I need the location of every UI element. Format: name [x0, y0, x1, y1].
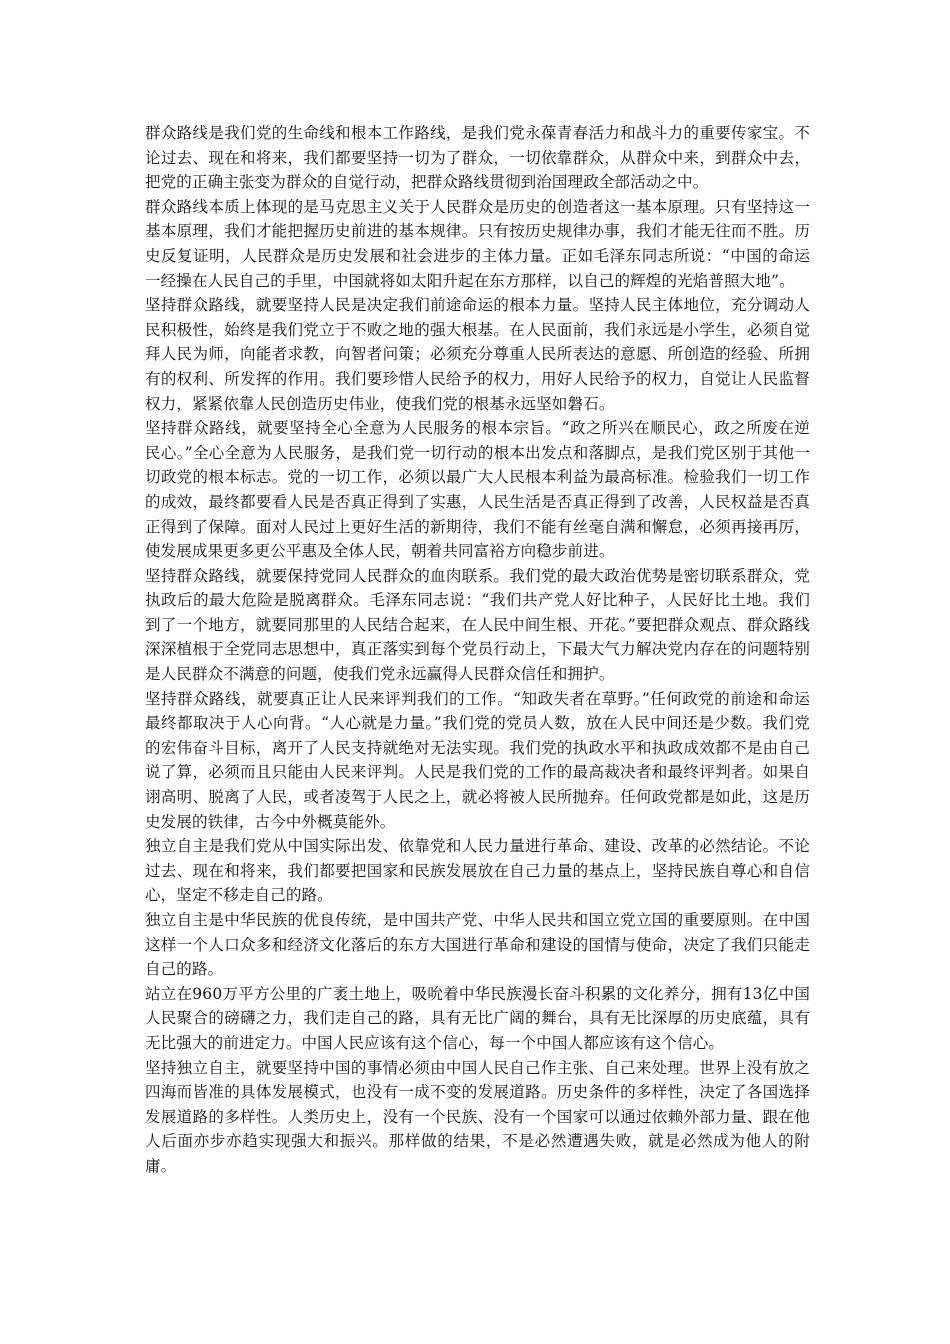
paragraph-1: 群众路线是我们党的生命线和根本工作路线，是我们党永葆青春活力和战斗力的重要传家宝。不论过去、现在和将来，我们都要坚持一切为了群众，一切依靠群众，从群众中来，到群众中去，把党的正确主张变为群众的自觉行动，把群众路线贯彻到治国理政全部活动之中。 [145, 124, 810, 192]
paragraph-10: 坚持独立自主，就要坚持中国的事情必须由中国人民自己作主张、自己来处理。世界上没有放之四海而皆准的具体发展模式，也没有一成不变的发展道路。历史条件的多样性，决定了各国选择发展道路的多样性。人类历史上，没有一个民族、没有一个国家可以通过依赖外部力量、跟在他人后面亦步亦趋实现强大和振兴。那样做的结果，不是必然遭遇失败，就是必然成为他人的附庸。 [145, 1058, 810, 1175]
paragraph-6: 坚持群众路线，就要真正让人民来评判我们的工作。“知政失者在草野。”任何政党的前途和命运最终都取决于人心向背。“人心就是力量。”我们党的党员人数，放在人民中间还是少数。我们党的宏伟奋斗目标，离开了人民支持就绝对无法实现。我们党的执政水平和执政成效都不是由自己说了算，必须而且只能由人民来评判。人民是我们党的工作的最高裁决者和最终评判者。如果自诩高明、脱离了人民，或者凌驾于人民之上，就必将被人民所抛弃。任何政党都是如此，这是历史发展的铁律，古今中外概莫能外。 [145, 689, 810, 831]
paragraph-5: 坚持群众路线，就要保持党同人民群众的血肉联系。我们党的最大政治优势是密切联系群众，党执政后的最大危险是脱离群众。毛泽东同志说：“我们共产党人好比种子，人民好比土地。我们到了一个地方，就要同那里的人民结合起来，在人民中间生根、开花。”要把群众观点、群众路线深深植根于全党同志思想中，真正落实到每个党员行动上，下最大气力解决党内存在的问题特别是人民群众不满意的问题，使我们党永远赢得人民群众信任和拥护。 [145, 566, 810, 684]
paragraph-4: 坚持群众路线，就要坚持全心全意为人民服务的根本宗旨。“政之所兴在顺民心，政之所废在逆民心。”全心全意为人民服务，是我们党一切行动的根本出发点和落脚点，是我们党区别于其他一切政党的根本标志。党的一切工作，必须以最广大人民根本利益为最高标准。检验我们一切工作的成效，最终都要看人民是否真正得到了实惠，人民生活是否真正得到了改善，人民权益是否真正得到了保障。面对人民过上更好生活的新期待，我们不能有丝毫自满和懈怠，必须再接再厉，使发展成果更多更公平惠及全体人民，朝着共同富裕方向稳步前进。 [145, 419, 810, 561]
document-body [145, 121, 810, 1179]
paragraph-3: 坚持群众路线，就要坚持人民是决定我们前途命运的根本力量。坚持人民主体地位，充分调动人民积极性，始终是我们党立于不败之地的强大根基。在人民面前，我们永远是小学生，必须自觉拜人民为师，向能者求教，向智者问策；必须充分尊重人民所表达的意愿、所创造的经验、所拥有的权利、所发挥的作用。我们要珍惜人民给予的权力，用好人民给予的权力，自觉让人民监督权力，紧紧依靠人民创造历史伟业，使我们党的根基永远坚如磐石。 [145, 296, 810, 413]
paragraph-9: 站立在960万平方公里的广袤土地上，吸吮着中华民族漫长奋斗积累的文化养分，拥有13亿中国人民聚合的磅礴之力，我们走自己的路，具有无比广阔的舞台，具有无比深厚的历史底蕴，具有无比强大的前进定力。中国人民应该有这个信心，每一个中国人都应该有这个信心。 [145, 984, 810, 1052]
paragraph-8: 独立自主是中华民族的优良传统，是中国共产党、中华人民共和国立党立国的重要原则。在中国这样一个人口众多和经济文化落后的东方大国进行革命和建设的国情与使命，决定了我们只能走自己的路。 [145, 911, 810, 979]
paragraph-7: 独立自主是我们党从中国实际出发、依靠党和人民力量进行革命、建设、改革的必然结论。不论过去、现在和将来，我们都要把国家和民族发展放在自己力量的基点上，坚持民族自尊心和自信心，坚定不移走自己的路。 [145, 837, 810, 905]
paragraph-2: 群众路线本质上体现的是马克思主义关于人民群众是历史的创造者这一基本原理。只有坚持这一基本原理，我们才能把握历史前进的基本规律。只有按历史规律办事，我们才能无往而不胜。历史反复证明，人民群众是历史发展和社会进步的主体力量。正如毛泽东同志所说：“中国的命运一经操在人民自己的手里，中国就将如太阳升起在东方那样，以自己的辉煌的光焰普照大地”。 [145, 197, 810, 290]
